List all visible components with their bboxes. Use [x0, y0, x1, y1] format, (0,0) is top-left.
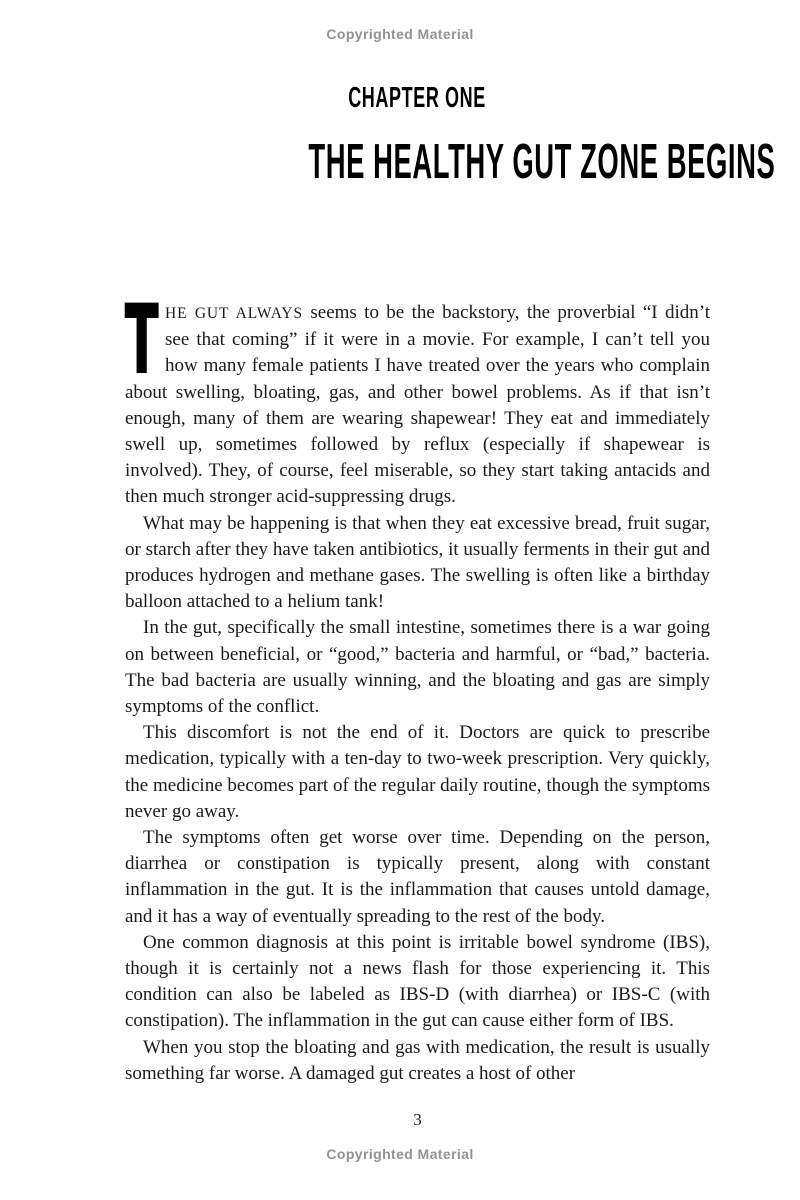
paragraph-5: The symptoms often get worse over time. Depending on the person, diarrhea or constipation is typically present, along with constant inflammation in the gut. It is the inflammation that causes untold damage, and it has a way of eventually spreading to the rest of the body. — [125, 827, 710, 927]
chapter-label-row — [125, 84, 710, 113]
chapter-title-row — [125, 135, 776, 189]
paragraph-7: When you stop the bloating and gas with medication, the result is usually something far worse. A damaged gut creates a host of other — [125, 1036, 710, 1084]
paragraph-6: One common diagnosis at this point is irritable bowel syndrome (IBS), though it is certainly not a news flash for those experiencing it. This condition can also be labeled as IBS-D (with diarrhea) or IBS-C (with constipation). The inflammation in the gut can cause either form of IBS. — [125, 931, 710, 1032]
paragraph-2: What may be happening is that when they eat excessive bread, fruit sugar, or starch after they have taken antibiotics, it usually ferments in their gut and produces hydrogen and methane gases. The swelling is often like a birthday balloon attached to a helium tank! — [125, 512, 710, 613]
drop-cap-letter: T — [125, 286, 159, 395]
paragraph-1-text: seems to be the backstory, the proverbial “I didn’t see that coming” if it were in a movie. For example, I can’t tell you how many female patients I have treated over the years who complain about swelling, bloating, gas, and other bowel problems. As if that isn’t enough, many of them are wearing shapewear! They eat and immediately swell up, sometimes followed by reflux (especially if shapewear is involved). They, of course, feel miserable, so they start taking antacids and then much stronger acid-suppressing drugs. — [125, 302, 710, 508]
small-caps-lead: HE GUT ALWAYS — [165, 305, 304, 322]
copyright-notice-bottom: Copyrighted Material — [326, 1146, 474, 1162]
paragraph-1 — [125, 286, 710, 511]
page-number: 3 — [413, 1110, 422, 1129]
chapter-title: THE HEALTHY GUT ZONE BEGINS — [308, 135, 776, 189]
paragraph-4: This discomfort is not the end of it. Doctors are quick to prescribe medication, typically with a ten-day to two-week prescription. Very quickly, the medicine becomes part of the regular daily routine, though the symptoms never go away. — [125, 722, 710, 822]
paragraph-3: In the gut, specifically the small intestine, sometimes there is a war going on between beneficial, or “good,” bacteria and harmful, or “bad,” bacteria. The bad bacteria are usually winning, and the bloating and gas are simply symptoms of the conflict. — [125, 617, 710, 718]
body-text — [125, 286, 710, 1087]
drop-cap — [125, 286, 159, 395]
chapter-label: CHAPTER ONE — [348, 82, 487, 114]
copyright-notice-top: Copyrighted Material — [326, 26, 474, 42]
